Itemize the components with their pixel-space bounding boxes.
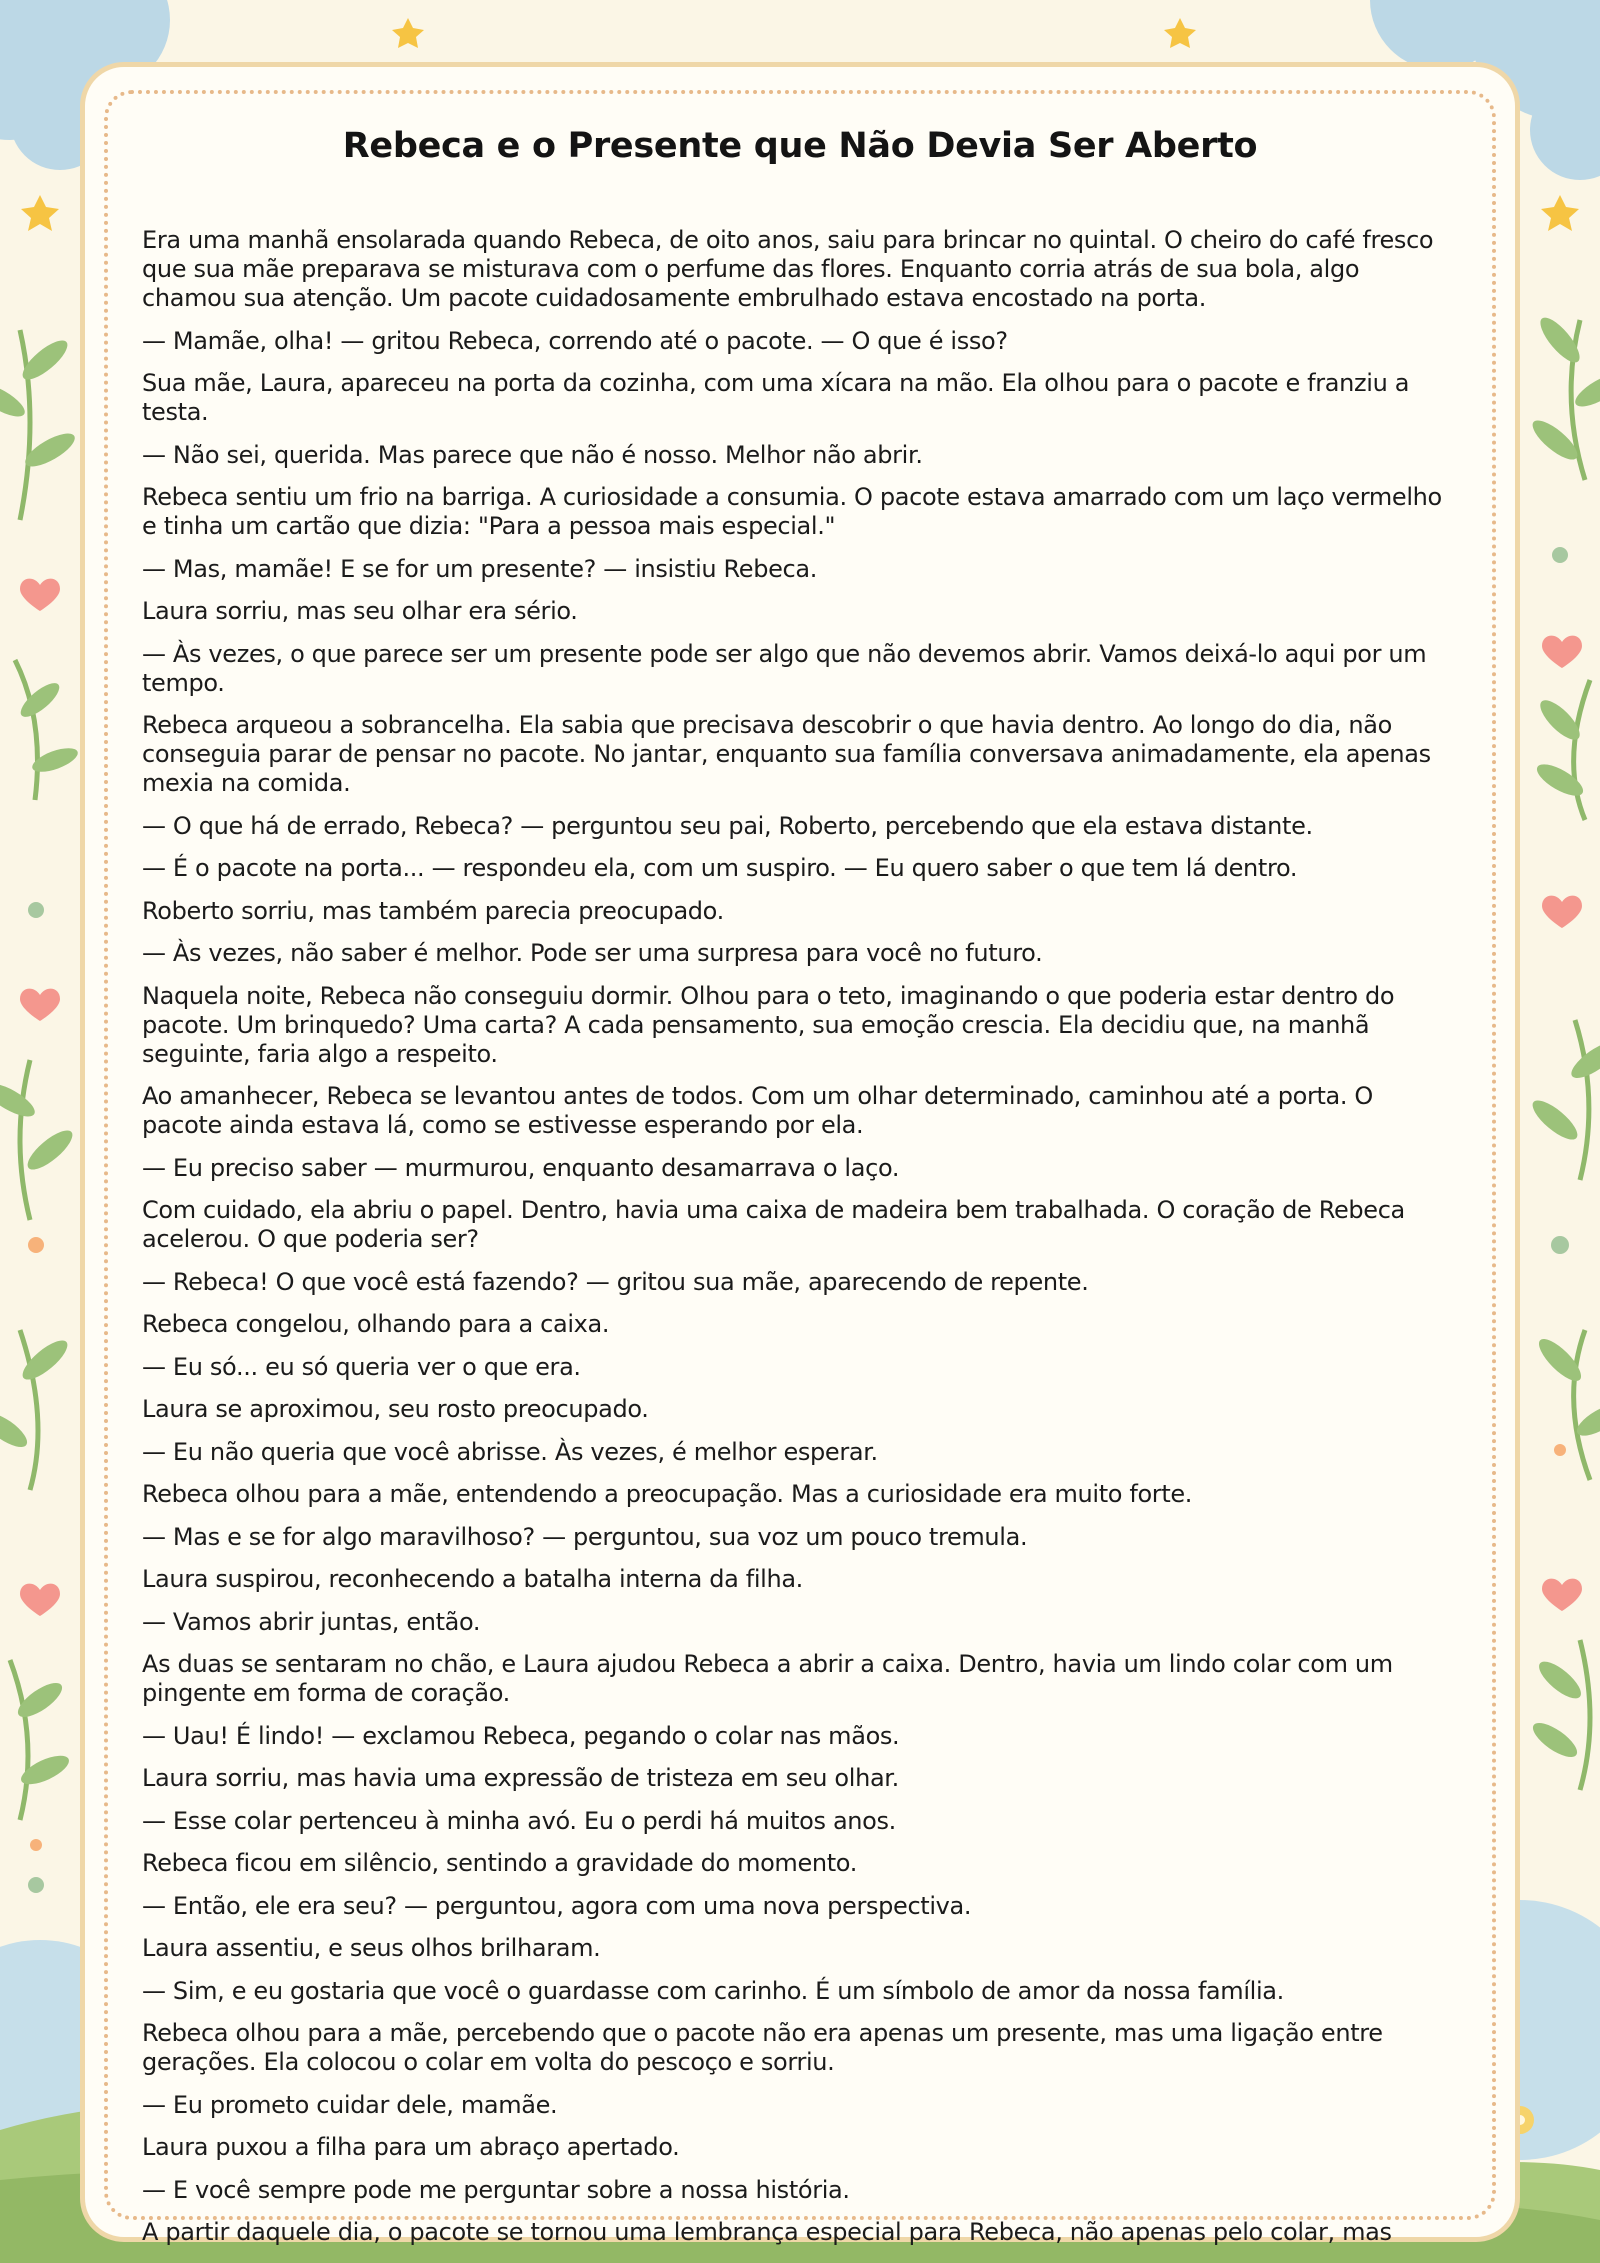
- paragraph: Rebeca congelou, olhando para a caixa.: [142, 1310, 610, 1338]
- paragraph: Laura assentiu, e seus olhos brilharam.: [142, 1934, 601, 1962]
- paragraph: Sua mãe, Laura, apareceu na porta da cozinha, com uma xícara na mão. Ela olhou para o pacote e franziu a testa.: [142, 369, 1410, 426]
- paragraph: Laura sorriu, mas havia uma expressão de tristeza em seu olhar.: [142, 1764, 899, 1792]
- story-body: [142, 226, 1460, 2261]
- paragraph: Rebeca olhou para a mãe, entendendo a preocupação. Mas a curiosidade era muito forte.: [142, 1480, 1193, 1508]
- paragraph: — Vamos abrir juntas, então.: [142, 1607, 481, 1636]
- paragraph: Roberto sorriu, mas também parecia preocupado.: [142, 896, 724, 925]
- paragraph: — Mas, mamãe! E se for um presente? — insistiu Rebeca.: [142, 554, 817, 583]
- paragraph: Rebeca olhou para a mãe, percebendo que o pacote não era apenas um presente, mas uma ligação entre gerações. Ela colocou o colar em volta do pescoço e sorriu.: [142, 2019, 1383, 2076]
- paragraph: Rebeca sentiu um frio na barriga. A curiosidade a consumia. O pacote estava amarrado com um laço vermelho e tinha um cartão que dizia: "Para a pessoa mais especial.": [142, 483, 1442, 540]
- paragraph: Naquela noite, Rebeca não conseguiu dormir. Olhou para o teto, imaginando o que poderia estar dentro do pacote. Um brinquedo? Uma carta? A cada pensamento, sua emoção crescia. Ela decidiu que, na manhã seguinte, faria algo a respeito.: [142, 981, 1395, 1068]
- paragraph: — Uau! É lindo! — exclamou Rebeca, pegando o colar nas mãos.: [142, 1721, 900, 1750]
- paragraph: — Às vezes, não saber é melhor. Pode ser uma surpresa para você no futuro.: [142, 939, 1043, 967]
- paragraph: — Eu só... eu só queria ver o que era.: [142, 1352, 581, 1381]
- paragraph: — Sim, e eu gostaria que você o guardasse com carinho. É um símbolo de amor da nossa família.: [142, 1976, 1284, 2005]
- paragraph: Laura puxou a filha para um abraço apertado.: [142, 2133, 680, 2161]
- paragraph: Laura suspirou, reconhecendo a batalha interna da filha.: [142, 1565, 803, 1593]
- paragraph: — Eu preciso saber — murmurou, enquanto desamarrava o laço.: [142, 1153, 900, 1182]
- paragraph: — Rebeca! O que você está fazendo? — gritou sua mãe, aparecendo de repente.: [142, 1267, 1089, 1296]
- paragraph: — Eu não queria que você abrisse. Às vezes, é melhor esperar.: [142, 1437, 878, 1466]
- paragraph: As duas se sentaram no chão, e Laura ajudou Rebeca a abrir a caixa. Dentro, havia um lindo colar com um pingente em forma de coração.: [142, 1650, 1393, 1707]
- story-title: Rebeca e o Presente que Não Devia Ser Aberto: [342, 126, 1258, 166]
- paragraph: — Às vezes, o que parece ser um presente pode ser algo que não devemos abrir. Vamos deixá-lo aqui por um tempo.: [142, 639, 1427, 697]
- paragraph: — É o pacote na porta... — respondeu ela, com um suspiro. — Eu quero saber o que tem lá dentro.: [142, 854, 1298, 882]
- paragraph: — Esse colar pertenceu à minha avó. Eu o perdi há muitos anos.: [142, 1806, 896, 1835]
- paragraph: — Então, ele era seu? — perguntou, agora com uma nova perspectiva.: [142, 1891, 972, 1920]
- paragraph: — E você sempre pode me perguntar sobre a nossa história.: [142, 2175, 850, 2204]
- paragraph: Rebeca arqueou a sobrancelha. Ela sabia que precisava descobrir o que havia dentro. Ao longo do dia, não conseguia parar de pensar no pacote. No jantar, enquanto sua família conversava animadamente, ela apenas mexia na comida.: [142, 711, 1431, 797]
- paragraph: — Não sei, querida. Mas parece que não é nosso. Melhor não abrir.: [142, 440, 923, 469]
- paragraph: — Mamãe, olha! — gritou Rebeca, correndo até o pacote. — O que é isso?: [142, 326, 1008, 355]
- paragraph: Rebeca ficou em silêncio, sentindo a gravidade do momento.: [142, 1849, 857, 1877]
- paragraph: Com cuidado, ela abriu o papel. Dentro, havia uma caixa de madeira bem trabalhada. O coração de Rebeca acelerou. O que poderia ser?: [142, 1196, 1405, 1253]
- paragraph: Laura sorriu, mas seu olhar era sério.: [142, 597, 578, 625]
- paragraph: A partir daquele dia, o pacote se tornou uma lembrança especial para Rebeca, não apenas pelo colar, mas: [142, 2218, 1392, 2246]
- paragraph: — O que há de errado, Rebeca? — perguntou seu pai, Roberto, percebendo que ela estava distante.: [142, 811, 1313, 840]
- paragraph: — Mas e se for algo maravilhoso? — perguntou, sua voz um pouco tremula.: [142, 1522, 1028, 1551]
- paragraph: Ao amanhecer, Rebeca se levantou antes de todos. Com um olhar determinado, caminhou até a porta. O pacote ainda estava lá, como se estivesse esperando por ela.: [142, 1082, 1373, 1139]
- paragraph: Laura se aproximou, seu rosto preocupado.: [142, 1395, 649, 1423]
- paragraph: — Eu prometo cuidar dele, mamãe.: [142, 2090, 558, 2119]
- paragraph: Era uma manhã ensolarada quando Rebeca, de oito anos, saiu para brincar no quintal. O cheiro do café fresco que sua mãe preparava se misturava com o perfume das flores. Enquanto corria atrás de sua bola, algo chamou sua atenção. Um pacote cuidadosamente embrulhado estava encostado na porta.: [142, 226, 1434, 312]
